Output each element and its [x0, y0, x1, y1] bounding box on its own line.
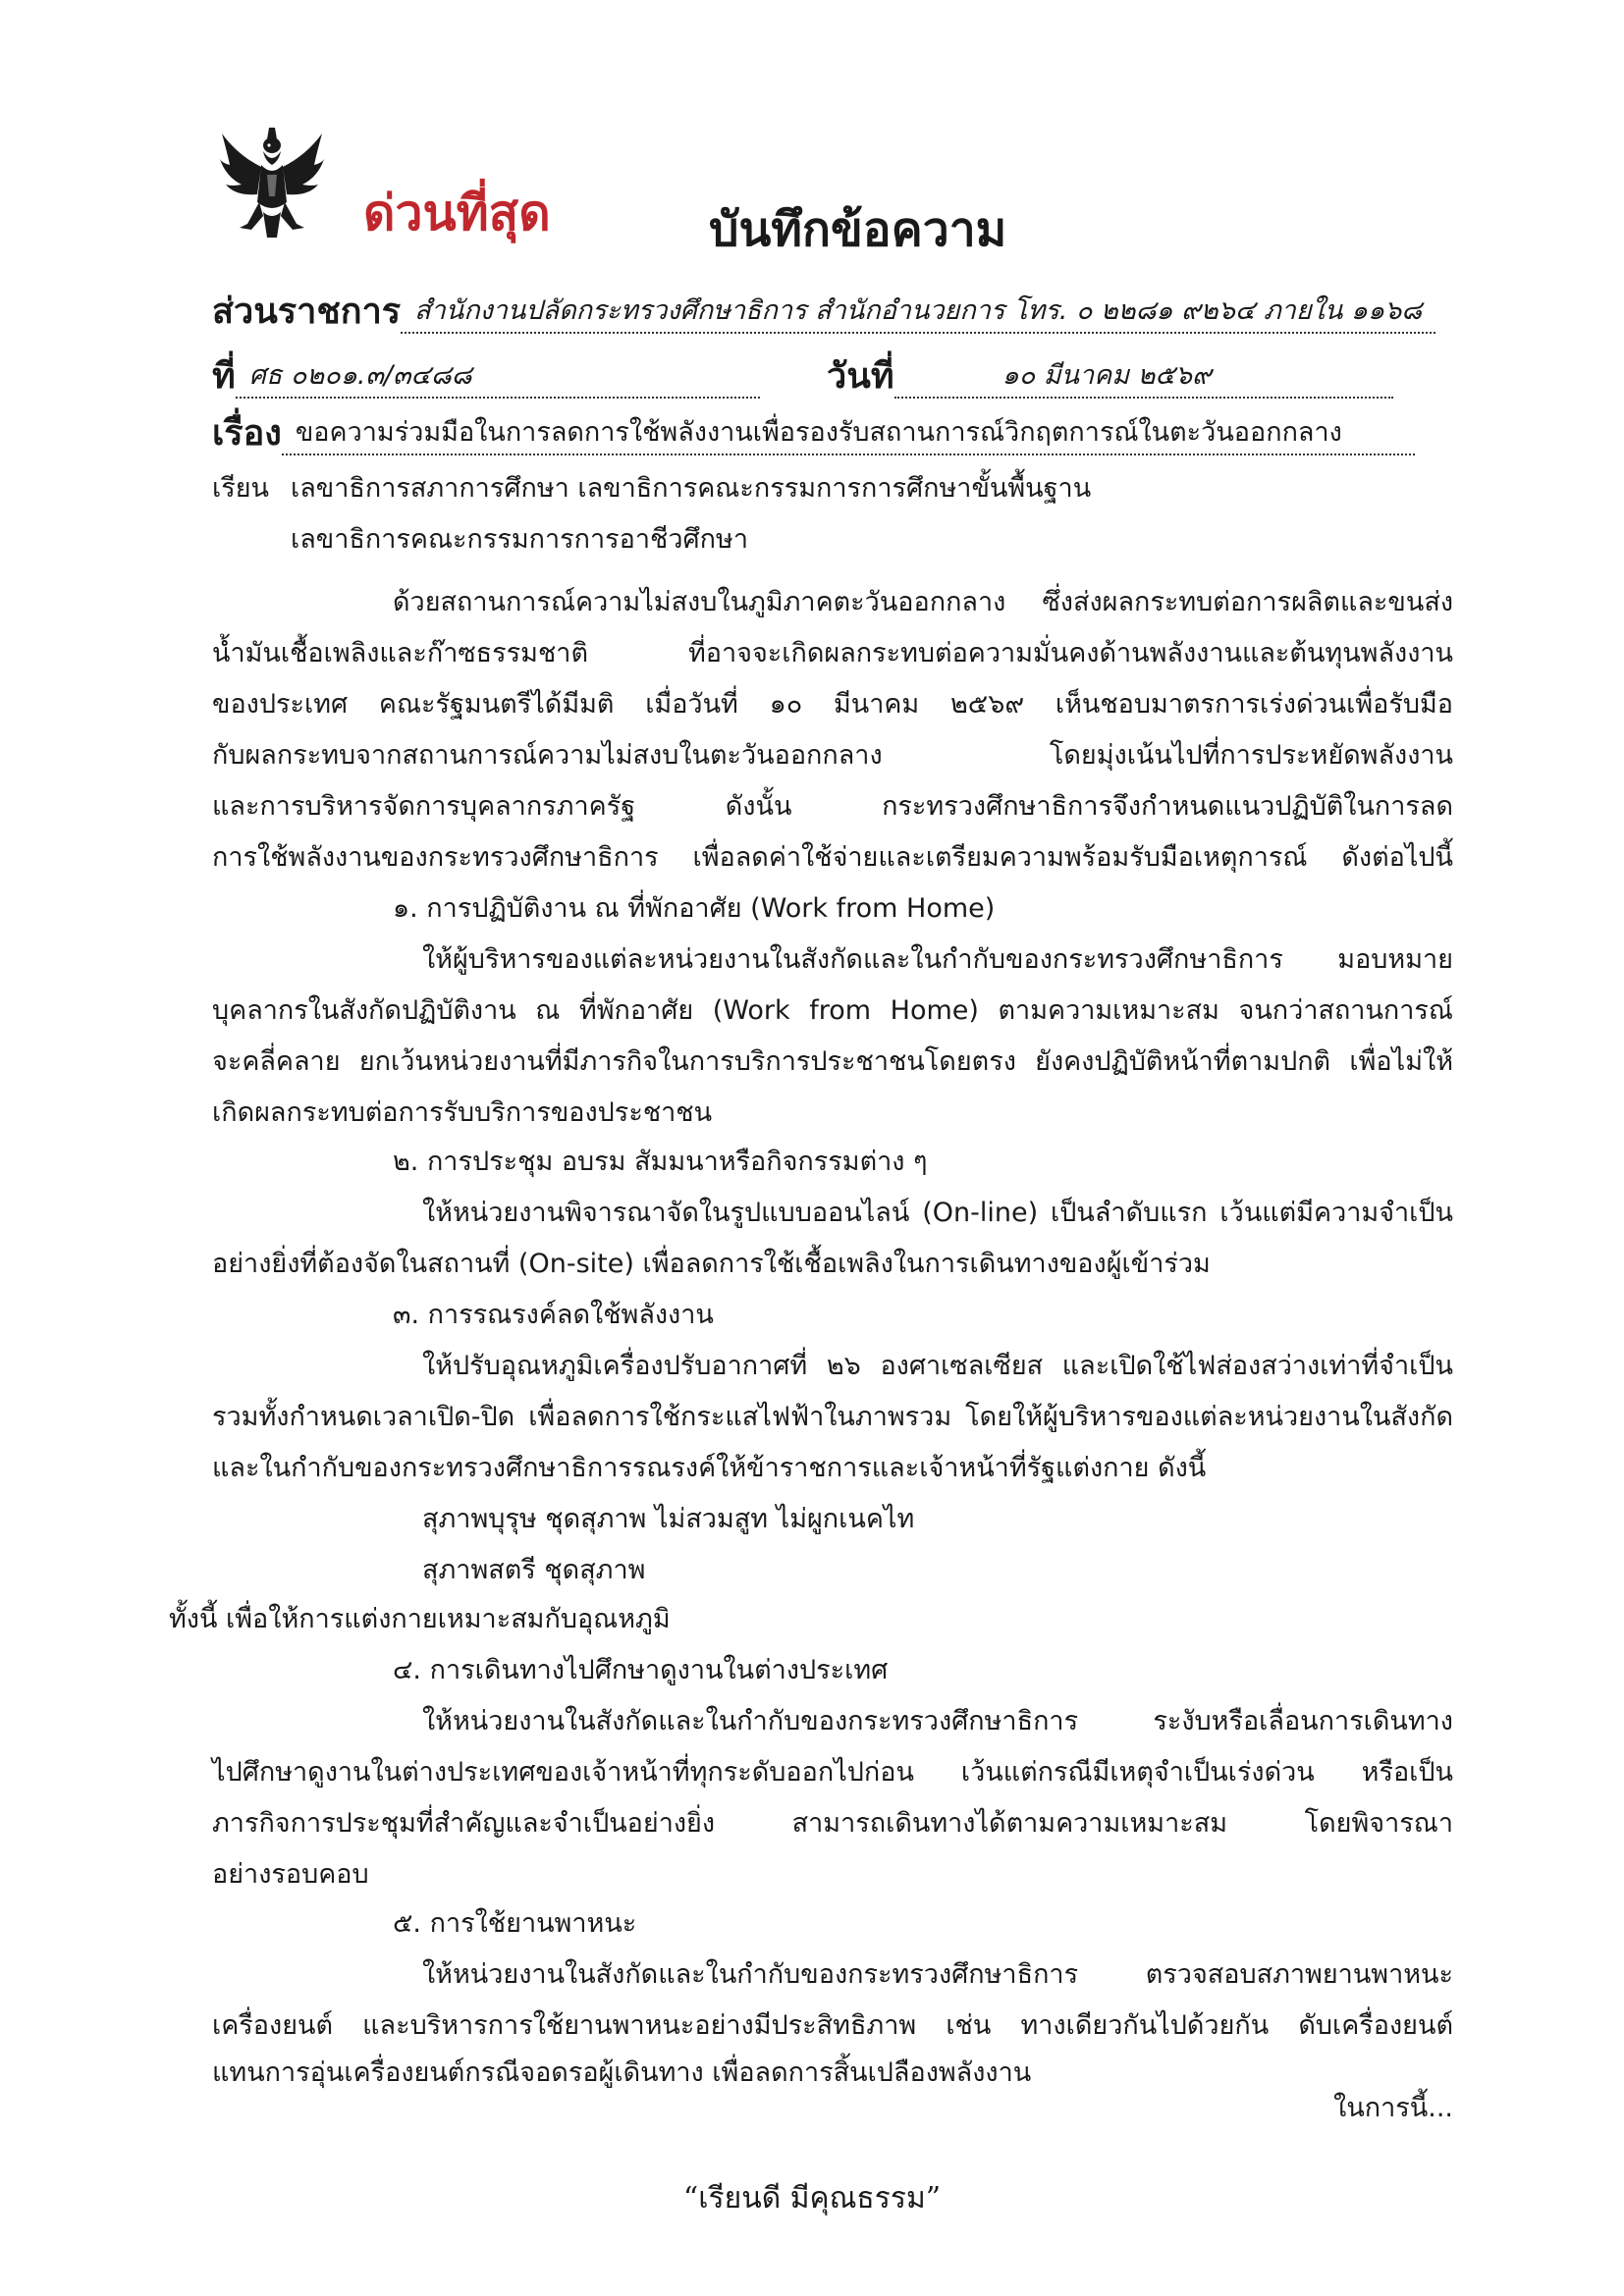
section-heading: ๑. การปฏิบัติงาน ณ ที่พักอาศัย (Work from Home) — [393, 893, 996, 924]
paragraph-line: อย่างรอบคอบ — [212, 1859, 369, 1890]
paragraph-line: เครื่องยนต์ และบริหารการใช้ยานพาหนะอย่างมีประสิทธิภาพ เช่น ทางเดียวกันไปด้วยกัน ดับเครื่องยนต์ — [212, 2010, 1453, 2041]
subject-value: ขอความร่วมมือในการลดการใช้พลังงานเพื่อรองรับสถานการณ์วิกฤตการณ์ในตะวันออกกลาง — [282, 414, 1415, 455]
slogan: “เรียนดี มีคุณธรรม” — [682, 2181, 942, 2216]
paragraph-line: ให้หน่วยงานพิจารณาจัดในรูปแบบออนไลน์ (On-line) เป็นลำดับแรก เว้นแต่มีความจำเป็น — [422, 1198, 1453, 1228]
paragraph-line: ของประเทศ คณะรัฐมนตรีได้มีมติ เมื่อวันที่ ๑๐ มีนาคม ๒๕๖๙ เห็นชอบมาตรการเร่งด่วนเพื่อรับมือ — [212, 689, 1453, 720]
date-label: วันที่ — [827, 356, 894, 397]
paragraph-line: บุคลากรในสังกัดปฏิบัติงาน ณ ที่พักอาศัย (Work from Home) ตามความเหมาะสม จนกว่าสถานการณ์ — [212, 995, 1453, 1026]
addressee-label: เรียน — [212, 473, 270, 504]
agency-label: ส่วนราชการ — [212, 292, 402, 332]
reference-label: ที่ — [212, 356, 236, 397]
date-value: ๑๐ มีนาคม ๒๕๖๙ — [894, 357, 1393, 399]
continued-marker: ในการนี้... — [1333, 2093, 1453, 2123]
paragraph-line: ให้ผู้บริหารของแต่ละหน่วยงานในสังกัดและในกำกับของกระทรวงศึกษาธิการ มอบหมาย — [422, 944, 1453, 975]
paragraph-line: อย่างยิ่งที่ต้องจัดในสถานที่ (On-site) เพื่อลดการใช้เชื้อเพลิงในการเดินทางของผู้เข้าร่วม — [212, 1249, 1211, 1279]
paragraph-line: ให้หน่วยงานในสังกัดและในกำกับของกระทรวงศึกษาธิการ ระงับหรือเลื่อนการเดินทาง — [422, 1706, 1453, 1736]
paragraph-line: กับผลกระทบจากสถานการณ์ความไม่สงบในตะวันออกกลาง โดยมุ่งเน้นไปที่การประหยัดพลังงาน — [212, 740, 1453, 771]
paragraph-line: ไปศึกษาดูงานในต่างประเทศของเจ้าหน้าที่ทุกระดับออกไปก่อน เว้นแต่กรณีมีเหตุจำเป็นเร่งด่วน หรือเป็น — [212, 1757, 1453, 1788]
paragraph-line: และการบริหารจัดการบุคลากรภาครัฐ ดังนั้น กระทรวงศึกษาธิการจึงกำหนดแนวปฏิบัติในการลด — [212, 791, 1453, 822]
reference-row — [212, 349, 760, 399]
reference-value: ศธ ๐๒๐๑.๓/๓๔๘๘ — [236, 357, 760, 399]
paragraph-line: แทนการอุ่นเครื่องยนต์กรณีจอดรอผู้เดินทาง เพื่อลดการสิ้นเปลืองพลังงาน — [212, 2057, 1032, 2088]
urgent-label: ด่วนที่สุด — [363, 185, 551, 241]
paragraph-line: ด้วยสถานการณ์ความไม่สงบในภูมิภาคตะวันออกกลาง ซึ่งส่งผลกระทบต่อการผลิตและขนส่ง — [393, 587, 1453, 617]
paragraph-line: ให้ปรับอุณหภูมิเครื่องปรับอากาศที่ ๒๖ องศาเซลเซียส และเปิดใช้ไฟส่องสว่างเท่าที่จำเป็น — [422, 1351, 1453, 1381]
section-heading: ๓. การรณรงค์ลดใช้พลังงาน — [393, 1300, 714, 1330]
section-heading: ๔. การเดินทางไปศึกษาดูงานในต่างประเทศ — [393, 1655, 889, 1685]
subject-label: เรื่อง — [212, 413, 282, 454]
paragraph-line: ให้หน่วยงานในสังกัดและในกำกับของกระทรวงศึกษาธิการ ตรวจสอบสภาพยานพาหนะ — [422, 1959, 1453, 1990]
paragraph-line: รวมทั้งกำหนดเวลาเปิด-ปิด เพื่อลดการใช้กระแสไฟฟ้าในภาพรวม โดยให้ผู้บริหารของแต่ละหน่วยงานในสังกัด — [212, 1402, 1453, 1432]
paragraph-line: ภารกิจการประชุมที่สำคัญและจำเป็นอย่างยิ่ง สามารถเดินทางได้ตามความเหมาะสม โดยพิจารณา — [212, 1808, 1453, 1839]
paragraph-line: การใช้พลังงานของกระทรวงศึกษาธิการ เพื่อลดค่าใช้จ่ายและเตรียมความพร้อมรับมือเหตุการณ์ ดังต่อไปนี้ — [212, 842, 1453, 873]
addressee-line: เลขาธิการสภาการศึกษา เลขาธิการคณะกรรมการการศึกษาขั้นพื้นฐาน — [291, 473, 1092, 504]
date-row — [827, 349, 1393, 399]
garuda-emblem-icon — [218, 126, 326, 241]
section-heading: ๒. การประชุม อบรม สัมมนาหรือกิจกรรมต่าง ๆ — [393, 1147, 928, 1177]
paragraph-line: ทั้งนี้ เพื่อให้การแต่งกายเหมาะสมกับอุณหภูมิ — [169, 1604, 671, 1634]
paragraph-line: น้ำมันเชื้อเพลิงและก๊าซธรรมชาติ ที่อาจจะเกิดผลกระทบต่อความมั่นคงด้านพลังงานและต้นทุนพลังงาน — [212, 638, 1453, 668]
addressee-line: เลขาธิการคณะกรรมการการอาชีวศึกษา — [291, 524, 748, 555]
agency-row — [212, 285, 1435, 334]
agency-value: สำนักงานปลัดกระทรวงศึกษาธิการ สำนักอำนวยการ โทร. ๐ ๒๒๘๑ ๙๒๖๔ ภายใน ๑๑๖๘ — [401, 293, 1435, 334]
dress-code-men: สุภาพบุรุษ ชุดสุภาพ ไม่สวมสูท ไม่ผูกเนคไท — [422, 1504, 915, 1534]
dress-code-women: สุภาพสตรี ชุดสุภาพ — [422, 1555, 646, 1585]
paragraph-line: และในกำกับของกระทรวงศึกษาธิการรณรงค์ให้ข้าราชการและเจ้าหน้าที่รัฐแต่งกาย ดังนี้ — [212, 1453, 1207, 1483]
subject-row — [212, 406, 1415, 455]
paragraph-line: เกิดผลกระทบต่อการรับบริการของประชาชน — [212, 1097, 713, 1128]
paragraph-line: จะคลี่คลาย ยกเว้นหน่วยงานที่มีภารกิจในการบริการประชาชนโดยตรง ยังคงปฏิบัติหน้าที่ตามปกติ เพื่อไม่ให้ — [212, 1046, 1453, 1077]
memo-title: บันทึกข้อความ — [709, 202, 1007, 257]
section-heading: ๕. การใช้ยานพาหนะ — [393, 1908, 637, 1939]
